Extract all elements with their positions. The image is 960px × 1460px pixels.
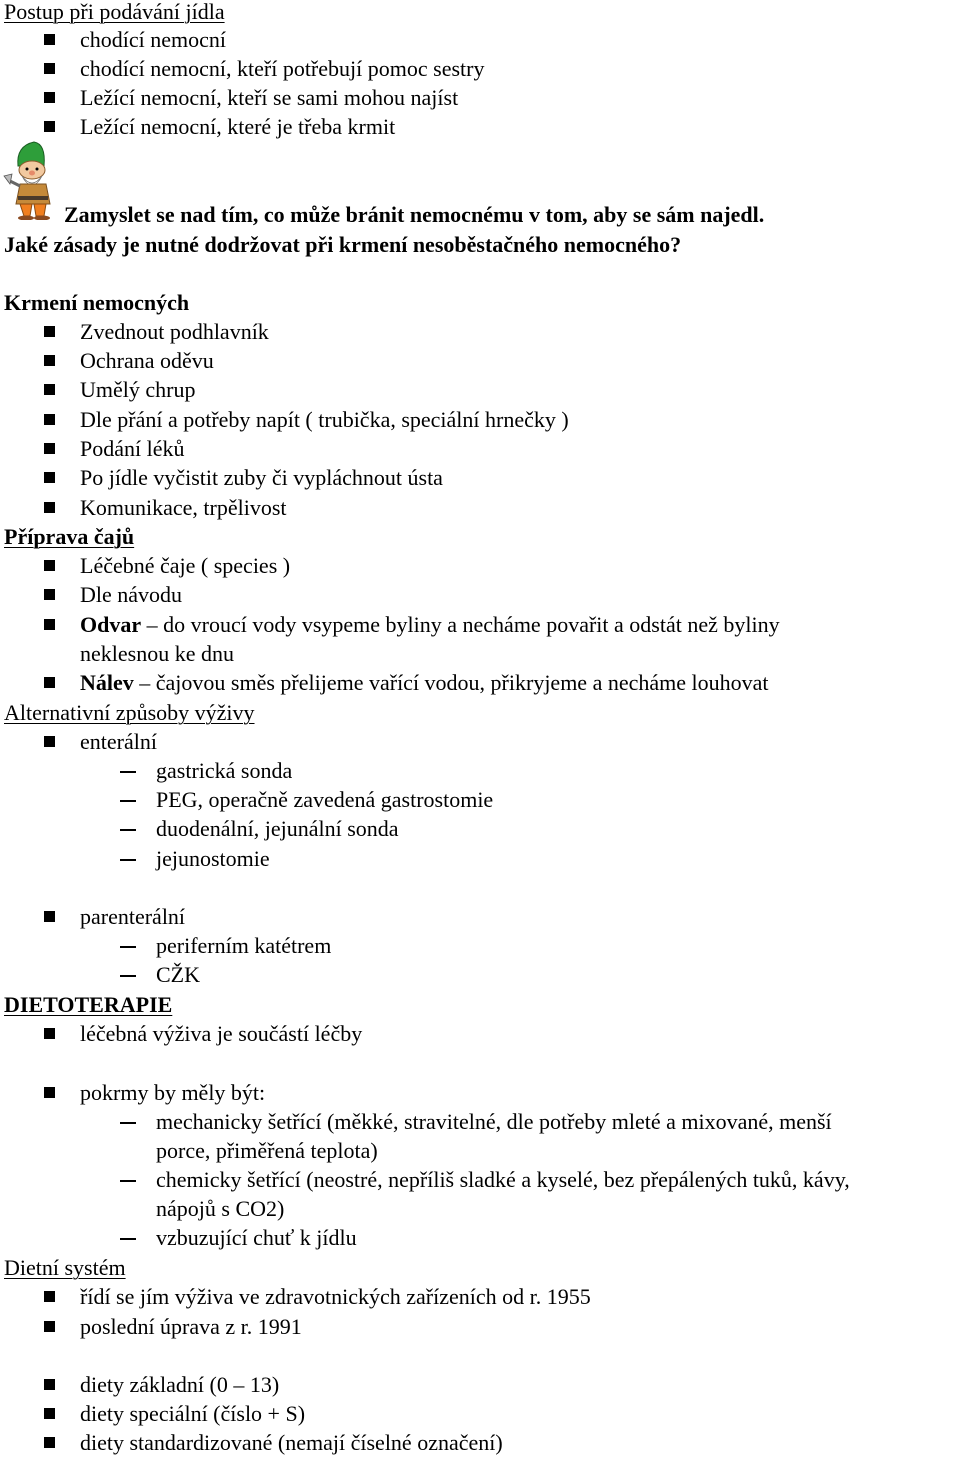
list-item: chodící nemocní	[80, 27, 227, 52]
sub-item-continuation: nápojů s CO2)	[156, 1196, 285, 1221]
term-odvar: Odvar	[80, 612, 142, 637]
list-item: léčebná výživa je součástí léčby	[80, 1021, 363, 1046]
square-bullet-icon	[44, 326, 55, 337]
section-heading-teas: Příprava čajů	[4, 524, 135, 549]
list-item: Ochrana oděvu	[80, 348, 214, 373]
nalev-description: – čajovou směs přelijeme vařící vodou, přikryjeme a necháme louhovat	[133, 670, 769, 695]
square-bullet-icon	[44, 1028, 55, 1039]
section-heading-alternative: Alternativní způsoby výživy	[4, 700, 255, 725]
list-item: diety speciální (číslo + S)	[80, 1401, 306, 1426]
list-item: Zvednout podhlavník	[80, 319, 269, 344]
list-item: Umělý chrup	[80, 377, 196, 402]
square-bullet-icon	[44, 1321, 55, 1332]
square-bullet-icon	[44, 502, 55, 513]
term-nalev: Nálev	[80, 670, 134, 695]
square-bullet-icon	[44, 443, 55, 454]
square-bullet-icon	[44, 619, 55, 630]
dash-bullet-icon	[120, 859, 136, 861]
list-item-odvar	[80, 610, 780, 639]
sub-item-continuation: porce, přiměřená teplota)	[156, 1138, 378, 1163]
square-bullet-icon	[44, 1437, 55, 1448]
list-item: Dle návodu	[80, 582, 183, 607]
square-bullet-icon	[44, 472, 55, 483]
square-bullet-icon	[44, 34, 55, 45]
section-heading-serving: Postup při podávání jídla	[4, 0, 225, 24]
list-item: Podání léků	[80, 436, 185, 461]
square-bullet-icon	[44, 355, 55, 366]
square-bullet-icon	[44, 677, 55, 688]
section-heading-diet-system: Dietní systém	[4, 1255, 126, 1280]
square-bullet-icon	[44, 911, 55, 922]
section-heading-dietotherapy: DIETOTERAPIE	[4, 992, 173, 1017]
square-bullet-icon	[44, 736, 55, 747]
square-bullet-icon	[44, 1379, 55, 1390]
square-bullet-icon	[44, 384, 55, 395]
dash-bullet-icon	[120, 975, 136, 977]
list-item: Komunikace, trpělivost	[80, 495, 287, 520]
list-item: chodící nemocní, kteří potřebují pomoc sestry	[80, 56, 485, 81]
dash-bullet-icon	[120, 1122, 136, 1124]
square-bullet-icon	[44, 63, 55, 74]
square-bullet-icon	[44, 1291, 55, 1302]
reflection-question: Jaké zásady je nutné dodržovat při krmení nesoběstačného nemocného?	[4, 232, 682, 257]
dash-bullet-icon	[120, 800, 136, 802]
dash-bullet-icon	[120, 829, 136, 831]
section-heading-feeding: Krmení nemocných	[4, 290, 190, 315]
list-item: poslední úprava z r. 1991	[80, 1314, 302, 1339]
list-item: Léčebné čaje ( species )	[80, 553, 291, 578]
sub-item: gastrická sonda	[156, 758, 293, 783]
square-bullet-icon	[44, 414, 55, 425]
list-item: pokrmy by měly být:	[80, 1080, 266, 1105]
list-item-nalev	[80, 668, 769, 697]
sub-item: duodenální, jejunální sonda	[156, 816, 399, 841]
square-bullet-icon	[44, 1408, 55, 1419]
sub-item: periferním katétrem	[156, 933, 332, 958]
list-item: Dle přání a potřeby napít ( trubička, speciální hrnečky )	[80, 407, 569, 432]
reflection-question: Zamyslet se nad tím, co může bránit nemocnému v tom, aby se sám najedl.	[64, 202, 765, 227]
list-item: řídí se jím výživa ve zdravotnických zařízeních od r. 1955	[80, 1284, 591, 1309]
odvar-description: – do vroucí vody vsypeme byliny a necháme povařit a odstát než byliny	[141, 612, 780, 637]
sub-item: vzbuzující chuť k jídlu	[156, 1225, 357, 1250]
dwarf-clipart-icon	[2, 140, 64, 220]
sub-item: chemicky šetřící (neostré, nepříliš sladké a kyselé, bez přepálených tuků, kávy,	[156, 1167, 850, 1192]
list-item: diety základní (0 – 13)	[80, 1372, 280, 1397]
square-bullet-icon	[44, 92, 55, 103]
square-bullet-icon	[44, 589, 55, 600]
list-item: Ležící nemocní, které je třeba krmit	[80, 114, 396, 139]
list-item: enterální	[80, 729, 157, 754]
list-item: diety standardizované (nemají číselné označení)	[80, 1430, 503, 1455]
square-bullet-icon	[44, 1087, 55, 1098]
list-item: Po jídle vyčistit zuby či vypláchnout ústa	[80, 465, 443, 490]
square-bullet-icon	[44, 560, 55, 571]
sub-item: jejunostomie	[156, 846, 270, 871]
dash-bullet-icon	[120, 1238, 136, 1240]
list-item-continuation: neklesnou ke dnu	[80, 641, 234, 666]
sub-item: PEG, operačně zavedená gastrostomie	[156, 787, 494, 812]
sub-item: CŽK	[156, 962, 200, 987]
list-item: parenterální	[80, 904, 186, 929]
dash-bullet-icon	[120, 771, 136, 773]
dash-bullet-icon	[120, 1180, 136, 1182]
list-item: Ležící nemocní, kteří se sami mohou najíst	[80, 85, 459, 110]
square-bullet-icon	[44, 121, 55, 132]
sub-item: mechanicky šetřící (měkké, stravitelné, dle potřeby mleté a mixované, menší	[156, 1109, 832, 1134]
dash-bullet-icon	[120, 946, 136, 948]
